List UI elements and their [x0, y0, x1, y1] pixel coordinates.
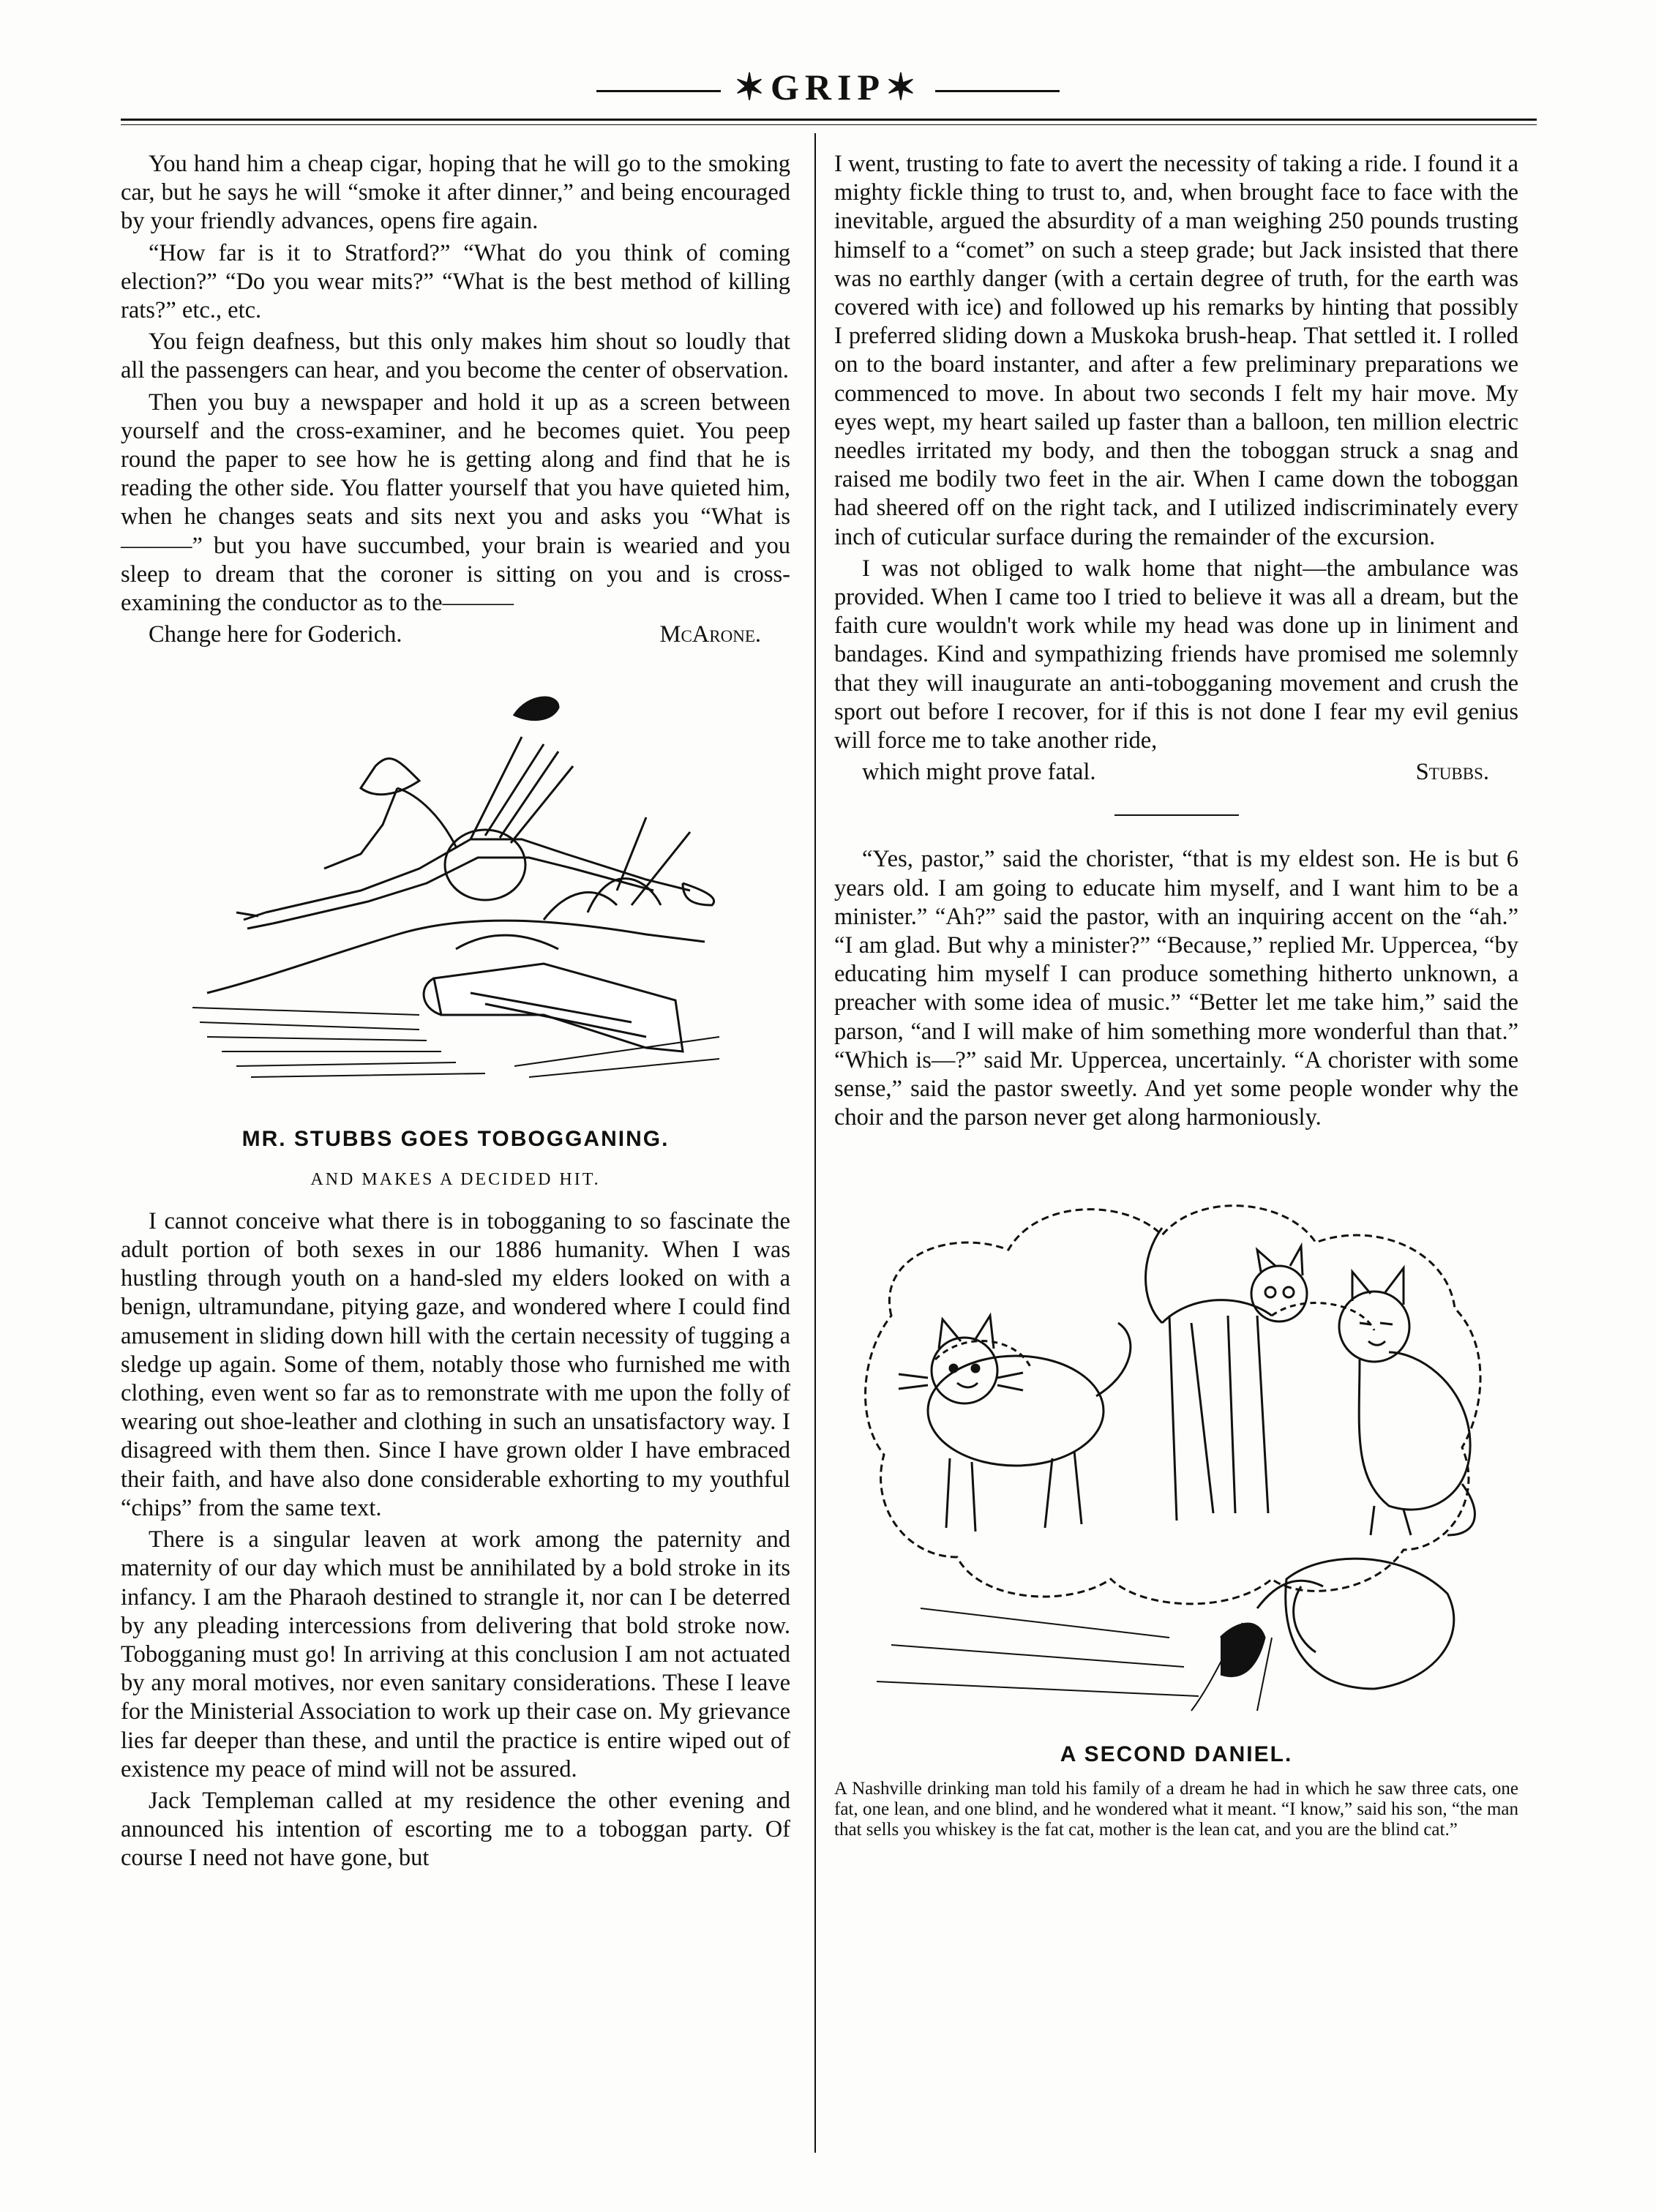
daniel-caption: A Nashville drinking man told his family of a dream he had in which he saw three cats, one fat, one lean, and one blind, and he wondered what it meant. “I know,” said his son, “the man that sells you whiskey is the fat cat, mother is the lean cat, and you are the blind cat.” [834, 1778, 1518, 1840]
closing-line: which might prove fatal. [862, 759, 1096, 786]
closing-line: Change here for Goderich. [149, 621, 402, 648]
author-signature: McArone. [659, 621, 761, 648]
illustration-subtitle: AND MAKES A DECIDED HIT. [310, 1169, 601, 1189]
toboggan-illustration [178, 671, 734, 1081]
signature-line [834, 758, 1518, 787]
right-column [834, 150, 1518, 1840]
paragraph: You feign deafness, but this only makes him shout so loudly that all the passengers can hear, and you become the center of observation. [121, 329, 790, 384]
paragraph: There is a singular leaven at work among the paternity and maternity of our day which must be annihilated by a bold stroke in its infancy. I am the Pharaoh destined to strangle it, nor can I be deterred by any pleading intercessions from delivering that bold stroke now. Tobogganing must go! In arriving at this conclusion I am not actuated by any moral motives, nor even sanitary considerations. These I leave for the Ministerial Association to work up their case on. My grievance lies far deeper than these, and until the practice is entire wiped out of existence my peace of mind will not be assured. [121, 1526, 790, 1782]
paragraph: I was not obliged to walk home that night—the ambulance was provided. When I came too I tried to believe it was all a dream, but the faith cure wouldn't work while my head was done up in liniment and bandages. Kind and sympathizing friends have promised me solemnly that they will inaugurate an anti-tobogganing movement and crush the sport out before I recover, for if this is not done I fear my evil genius will force me to take another ride, [834, 555, 1518, 754]
daniel-title: A SECOND DANIEL. [1060, 1742, 1293, 1766]
paragraph: I went, trusting to fate to avert the necessity of taking a ride. I found it a mighty fickle thing to trust to, and, when brought face to face with the inevitable, argued the absurdity of a man weighing 250 pounds trusting himself to a “comet” on such a steep grade; but Jack insisted that there was no earthly danger (with a certain degree of truth, for the earth was covered with ice) and followed up his remarks by hinting that possibly I preferred sliding down a Muskoka brush-heap. That settled it. I rolled on to the board instanter, and after a few preliminary preparations we commenced to move. In about two seconds I felt my hair move. My eyes wept, my heart sailed up faster than a balloon, ten million electric needles irritated my body, and then the toboggan struck a snag and raised me bodily two feet in the air. When I came down the toboggan had sheered off on the right tack, and I utilized indiscriminately every inch of cuticular surface during the remainder of the excursion. [834, 151, 1518, 550]
masthead-rule-left [596, 90, 721, 92]
author-signature: Stubbs. [1415, 759, 1489, 786]
paragraph: Jack Templeman called at my residence the other evening and announced his intention of escorting me to a toboggan party. Of course I need not have gone, but [121, 1787, 790, 1872]
column-divider [814, 133, 816, 2153]
left-column [121, 150, 790, 1873]
paragraph: Then you buy a newspaper and hold it up as a screen between yourself and the cross-examiner, and he becomes quiet. You peep round the paper to see how he is getting along and find that he is reading the other side. You flatter yourself that you have quieted him, when he changes seats and sits next you and asks you “What is ———” but you have succumbed, your brain is wearied and you sleep to dream that the coroner is sitting on you and is cross-examining the conductor as to the——— [121, 389, 790, 617]
paragraph: I cannot conceive what there is in tobogganing to so fascinate the adult portion of both sexes in our 1886 humanity. When I was hustling through youth on a hand-sled my elders looked on with a benign, ultramundane, pitying gaze, and wondered where I could find amusement in sliding down hill with the certain necessity of tugging a sledge up again. Some of them, notably those who furnished me with clothing, even went so far as to remonstrate with me upon the folly of wearing out shoe-leather and clothing in such an unsatisfactory way. I disagreed with them then. Since I have grown older I have embraced their faith, and have also done considerable exhorting to my youthful “chips” from the same text. [121, 1207, 790, 1521]
paragraph: “How far is it to Stratford?” “What do you think of coming election?” “Do you wear mits?” “What is the best method of killing rats?” etc., etc. [121, 239, 790, 324]
cats-dream-illustration [847, 1169, 1506, 1725]
signature-line [121, 621, 790, 649]
masthead-rule-right [935, 90, 1060, 92]
paragraph: “Yes, pastor,” said the chorister, “that is my eldest son. He is but 6 years old. I am going to educate him myself, and I want him to be a minister.” “Ah?” said the pastor, with an inquiring accent on the “ah.” “I am glad. But why a minister?” “Because,” replied Mr. Uppercea, “by educating him myself I can produce something hitherto unknown, a preacher with some idea of music.” “Better let me take him,” said the parson, “and I will make of him something more wonderful than that.” “Which is—?” said Mr. Uppercea, uncertainly. “A chorister with some sense,” said the pastor sweetly. And yet some people wonder why the choir and the parson never get along harmoniously. [834, 846, 1518, 1131]
header-rule-thin [121, 124, 1537, 125]
illustration-title: MR. STUBBS GOES TOBOGGANING. [241, 1127, 670, 1152]
section-separator [1114, 814, 1239, 816]
paragraph: You hand him a cheap cigar, hoping that he will go to the smoking car, but he says he will “smoke it after dinner,” and being encouraged by your friendly advances, opens fire again. [121, 151, 790, 235]
masthead-title: GRIP [771, 67, 885, 108]
header-rule [121, 119, 1537, 121]
masthead: ✶GRIP✶ [0, 66, 1656, 108]
